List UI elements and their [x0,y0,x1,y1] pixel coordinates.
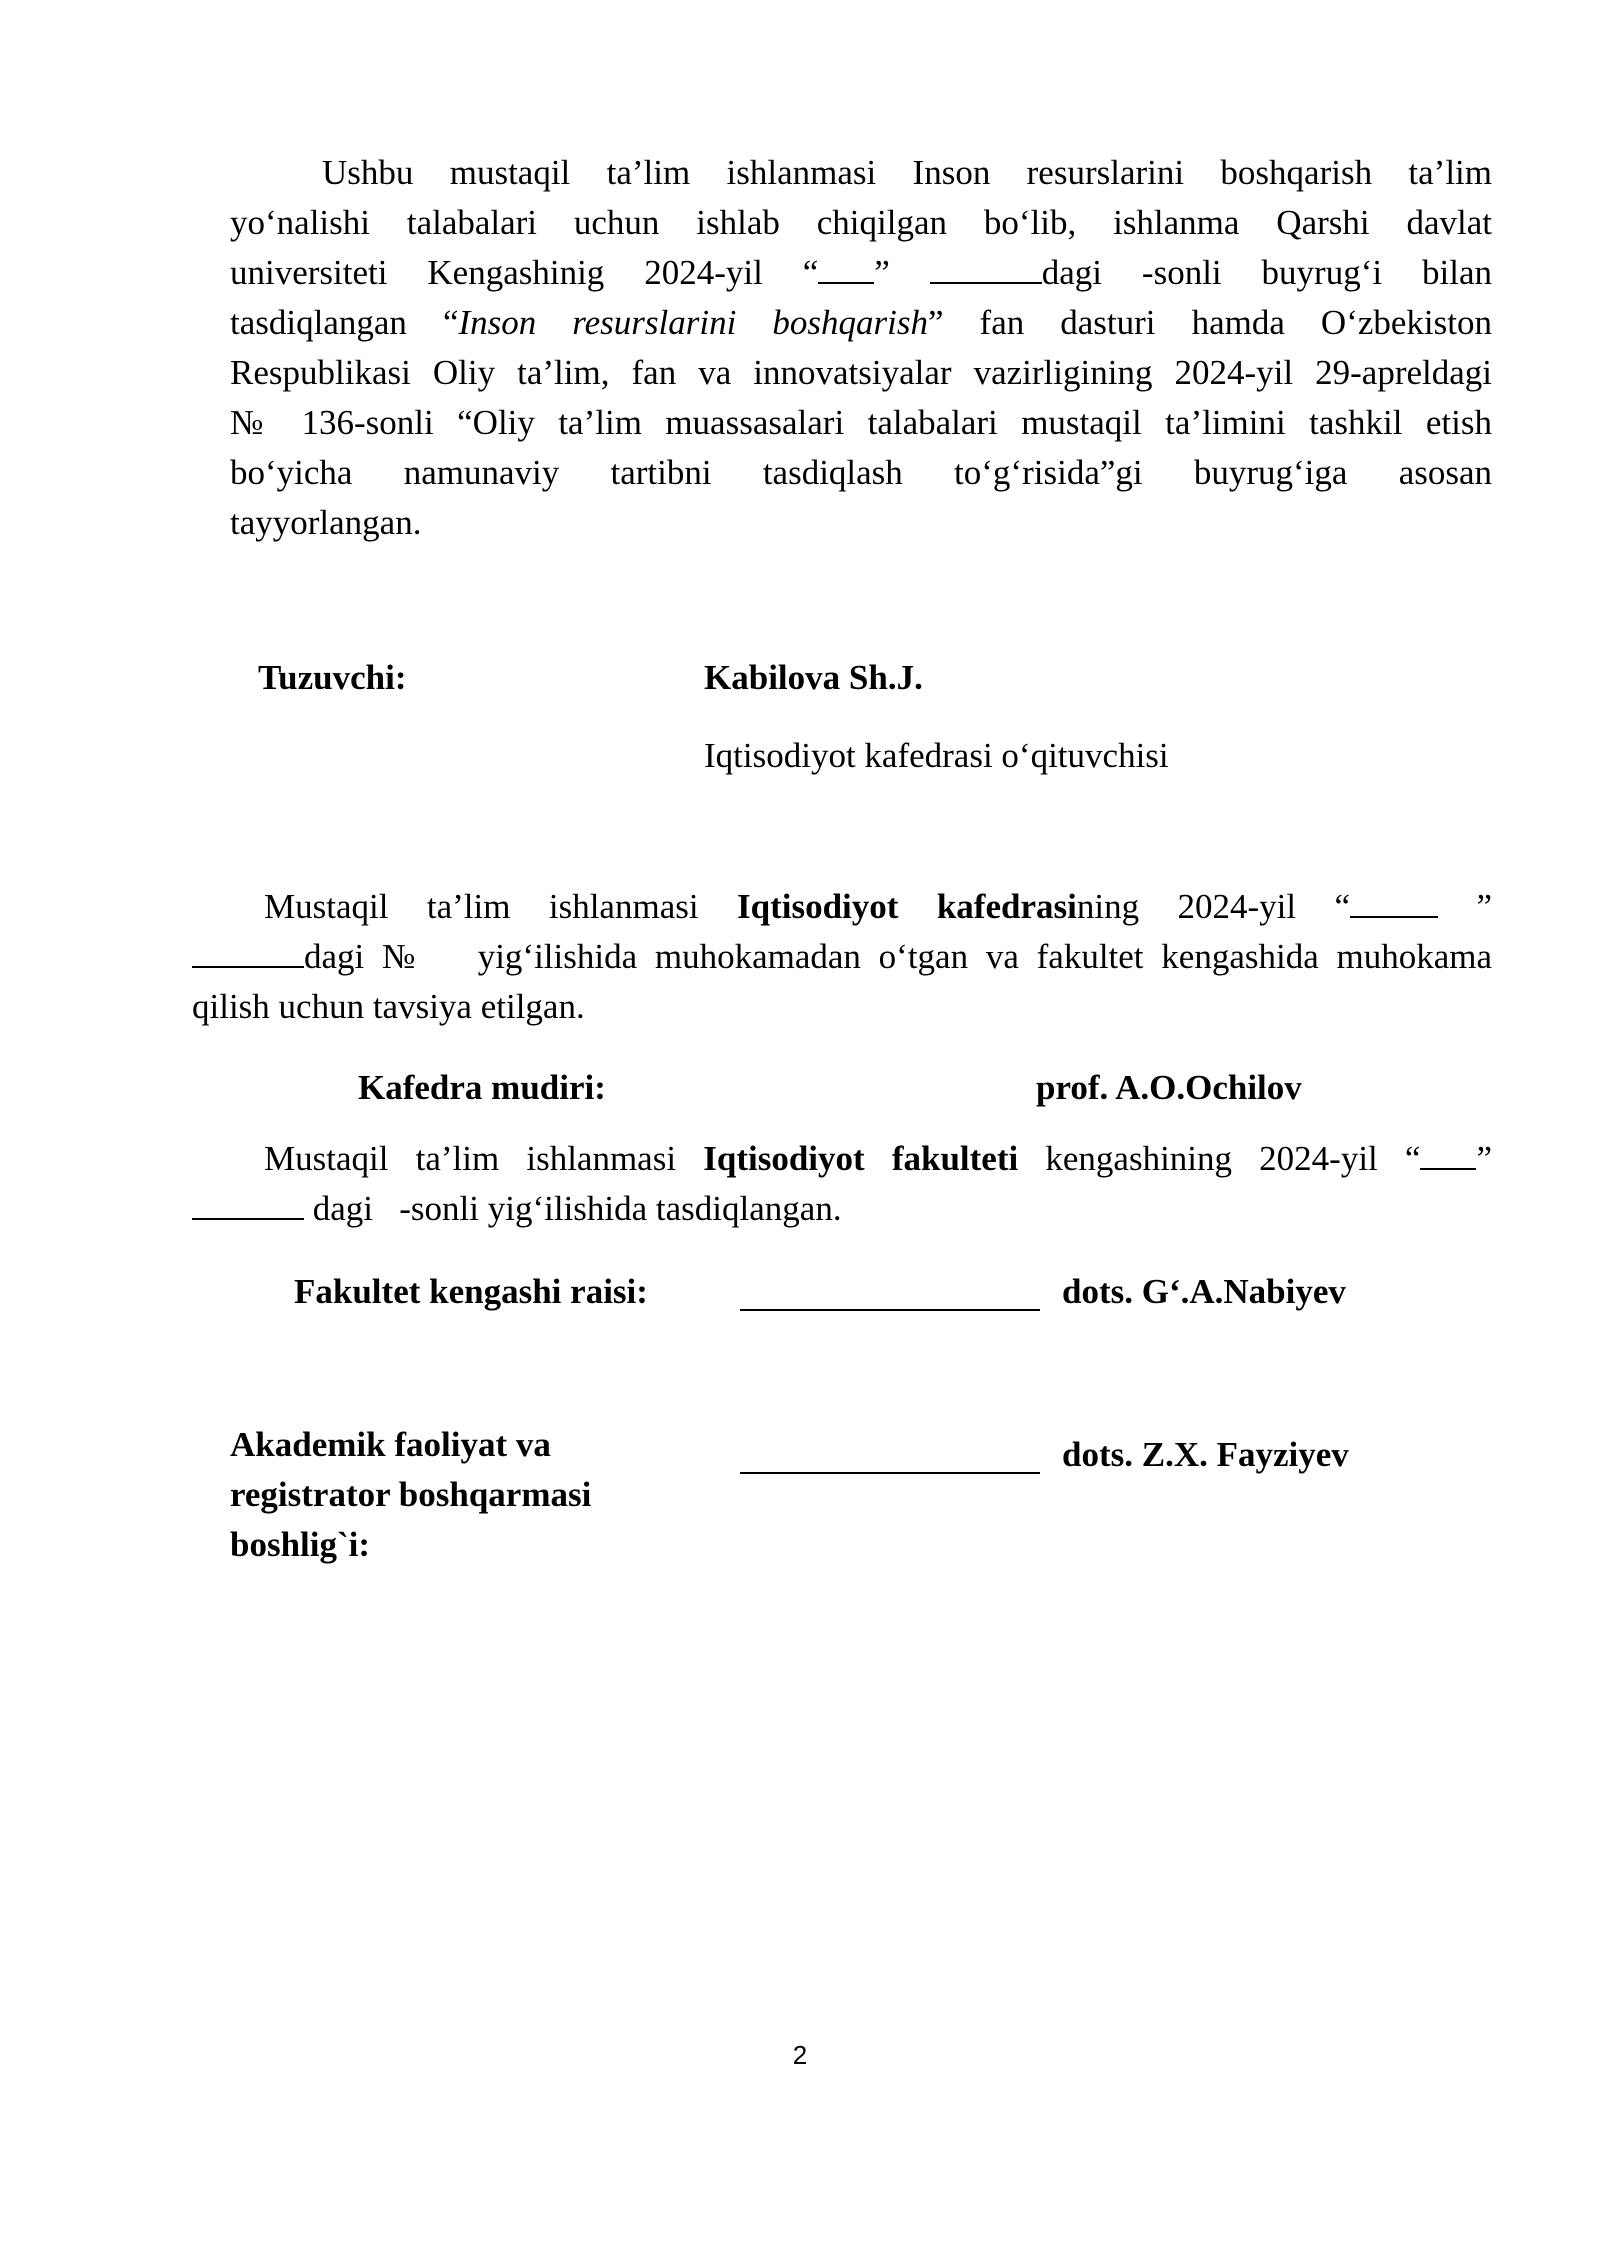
blank-month [192,1188,304,1220]
intro-line-4: tasdiqlangan “Inson resurslarini boshqarish” fan dasturi hamda O‘zbekiston [230,303,1492,342]
intro-line-1: Ushbu mustaqil ta’lim ishlanmasi Inson resurslarini boshqarish ta’lim [322,153,1492,192]
faculty-chair-name: dots. G‘.A.Nabiyev [1062,1272,1346,1311]
compiler-label: Tuzuvchi: [258,658,407,697]
faculty-paragraph [192,1134,1492,1234]
intro-paragraph [230,148,1492,548]
compiler-name: Kabilova Sh.J. [704,658,923,697]
department-paragraph [192,882,1492,1032]
academic-name: dots. Z.X. Fayziyev [1062,1435,1349,1474]
page-number: 2 [792,2040,808,2070]
blank-day [818,252,874,284]
faculty-line-2: dagi -sonli yig‘ilishida tasdiqlangan. [192,1184,1492,1234]
intro-line-2: yo‘nalishi talabalari uchun ishlab chiqilgan bo‘lib, ishlanma Qarshi davlat [230,203,1492,242]
intro-line-6: № 136-sonli “Oliy ta’lim muassasalari talabalari mustaqil ta’limini tashkil etish [230,403,1492,442]
intro-line-8: tayyorlangan. [230,503,422,542]
faculty-line-1: Mustaqil ta’lim ishlanmasi Iqtisodiyot fakulteti kengashining 2024-yil “ ” [264,1139,1493,1178]
blank-month [192,936,304,968]
academic-label: Akademik faoliyat va registrator boshqarmasi boshlig`i: [230,1425,592,1564]
course-title: Inson resurslarini boshqarish [458,303,928,342]
blank-day [1420,1138,1476,1170]
intro-line-3: universiteti Kengashinig 2024-yil “ ” dagi -sonli buyrug‘i bilan [230,253,1492,292]
academic-signature-line [740,1472,1040,1474]
blank-day [1350,886,1438,918]
intro-line-5: Respublikasi Oliy ta’lim, fan va innovatsiyalar vazirligining 2024-yil 29-apreldagi [230,353,1492,392]
department-head-name: prof. A.O.Ochilov [1036,1068,1302,1107]
faculty-chair-signature-line [740,1309,1040,1311]
department-line-3: qilish uchun tavsiya etilgan. [192,987,585,1026]
faculty-chair-label: Fakultet kengashi raisi: [294,1272,648,1311]
department-line-2: dagi № yig‘ilishida muhokamadan o‘tgan va fakultet kengashida muhokama [192,932,1492,982]
intro-line-7: bo‘yicha namunaviy tartibni tasdiqlash to‘g‘risida”gi buyrug‘iga asosan [230,453,1492,492]
blank-month [930,252,1042,284]
department-head-label: Kafedra mudiri: [358,1068,606,1107]
department-line-1: Mustaqil ta’lim ishlanmasi Iqtisodiyot kafedrasining 2024-yil “ ” [264,887,1493,926]
compiler-position: Iqtisodiyot kafedrasi o‘qituvchisi [704,736,1169,775]
